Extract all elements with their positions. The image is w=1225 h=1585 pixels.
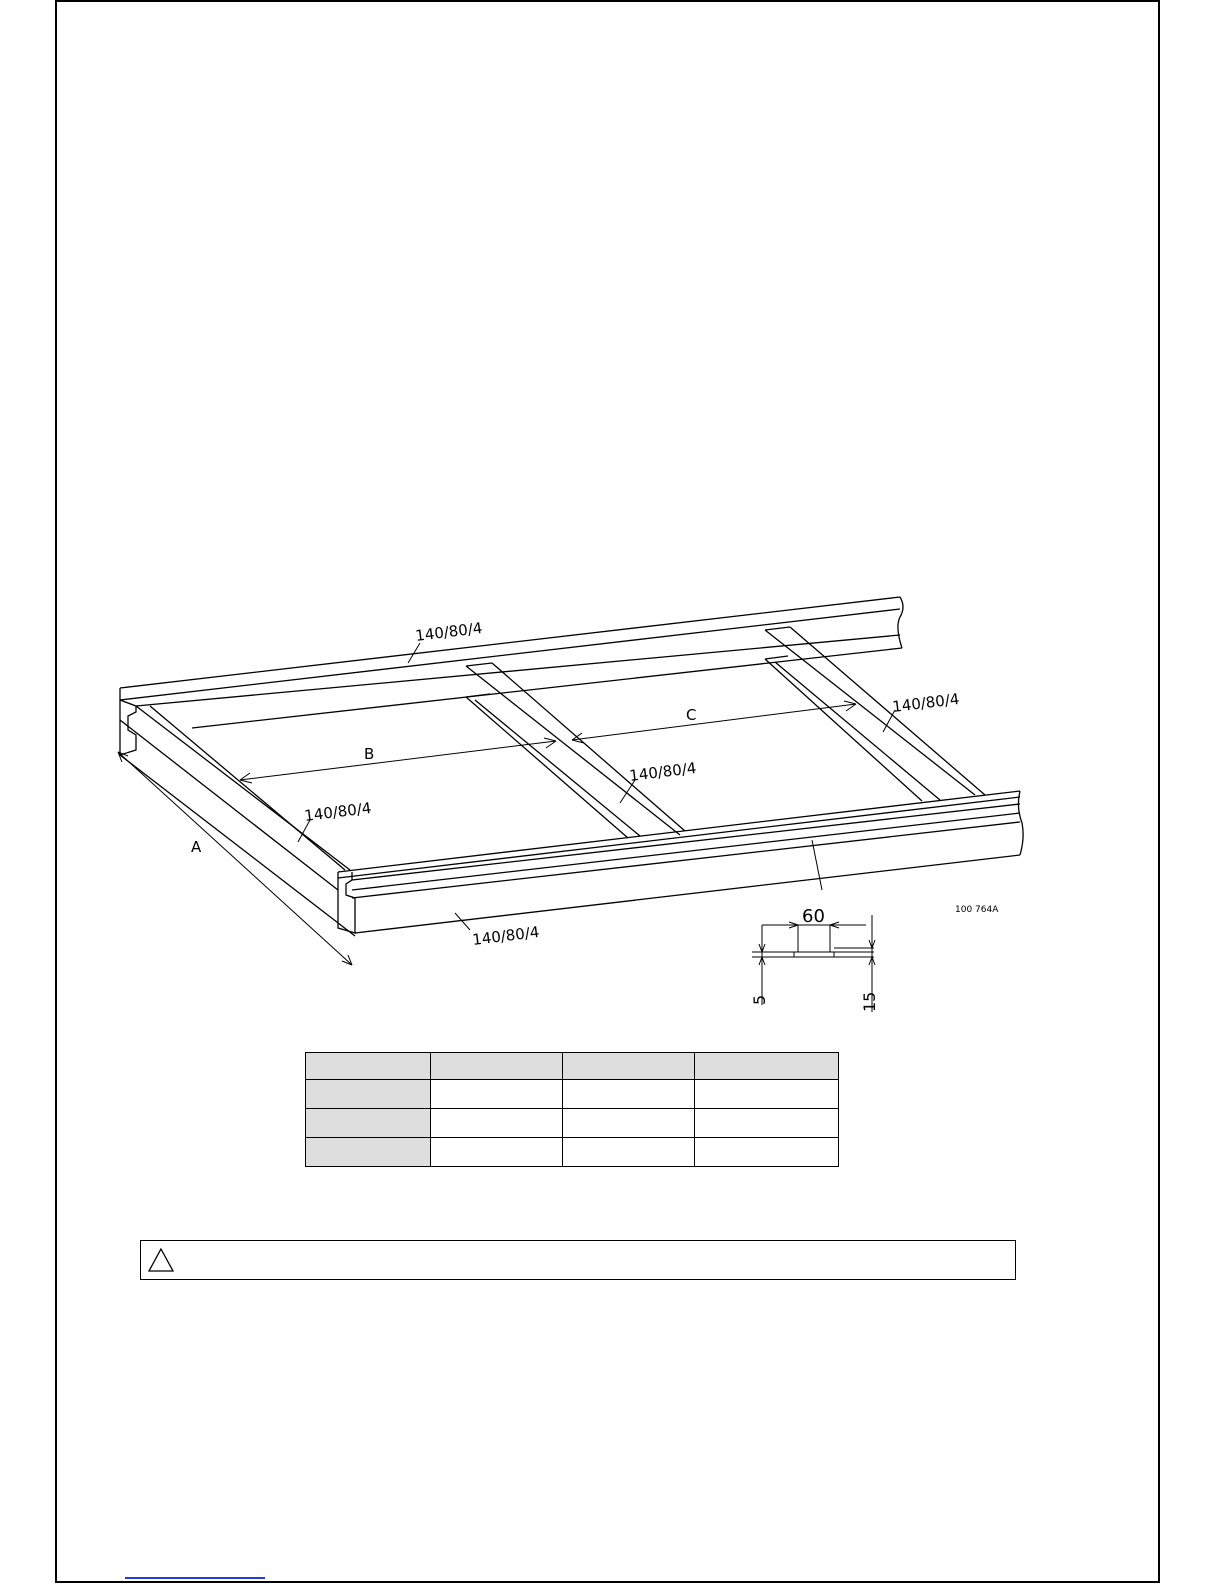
label-dim-c: C (686, 706, 697, 724)
table-row (306, 1109, 839, 1138)
label-profile-left: 140/80/4 (303, 798, 373, 825)
table-header-cell (563, 1053, 695, 1080)
table-cell (431, 1138, 563, 1167)
label-dim-a: A (191, 838, 202, 856)
label-profile-right: 140/80/4 (891, 689, 961, 716)
table-cell (431, 1080, 563, 1109)
table-row-head (306, 1080, 431, 1109)
left-profile-end (120, 700, 136, 755)
table-header-cell (431, 1053, 563, 1080)
label-detail-width: 60 (802, 906, 825, 927)
dimension-lines (118, 701, 856, 965)
label-detail-left-height: 5 (750, 994, 769, 1005)
table-cell (695, 1080, 839, 1109)
leader-lines (298, 643, 895, 930)
right-beam (765, 627, 985, 801)
table-cell (431, 1109, 563, 1138)
table-header-row (306, 1053, 839, 1080)
front-profile-end (338, 872, 355, 933)
table-row (306, 1080, 839, 1109)
table-cell (563, 1138, 695, 1167)
table-cell (563, 1080, 695, 1109)
table-row-head (306, 1109, 431, 1138)
table-cell (695, 1109, 839, 1138)
dimension-table (305, 1052, 839, 1167)
middle-beam (466, 663, 685, 838)
label-dim-b: B (364, 745, 375, 763)
drawing-number: 100 764A (955, 905, 999, 915)
table-row (306, 1138, 839, 1167)
table-header-cell (306, 1053, 431, 1080)
table-cell (563, 1109, 695, 1138)
warning-triangle-icon (147, 1247, 175, 1273)
label-profile-bottom: 140/80/4 (471, 922, 541, 949)
table-row-head (306, 1138, 431, 1167)
warning-box (140, 1240, 1016, 1280)
front-beam (338, 791, 1023, 933)
label-profile-top: 140/80/4 (414, 618, 484, 645)
table-header-cell (695, 1053, 839, 1080)
table-cell (695, 1138, 839, 1167)
label-profile-middle: 140/80/4 (628, 758, 698, 785)
label-detail-right-height: 15 (860, 991, 879, 1012)
top-beam (120, 597, 903, 728)
profile-detail (752, 915, 875, 1012)
